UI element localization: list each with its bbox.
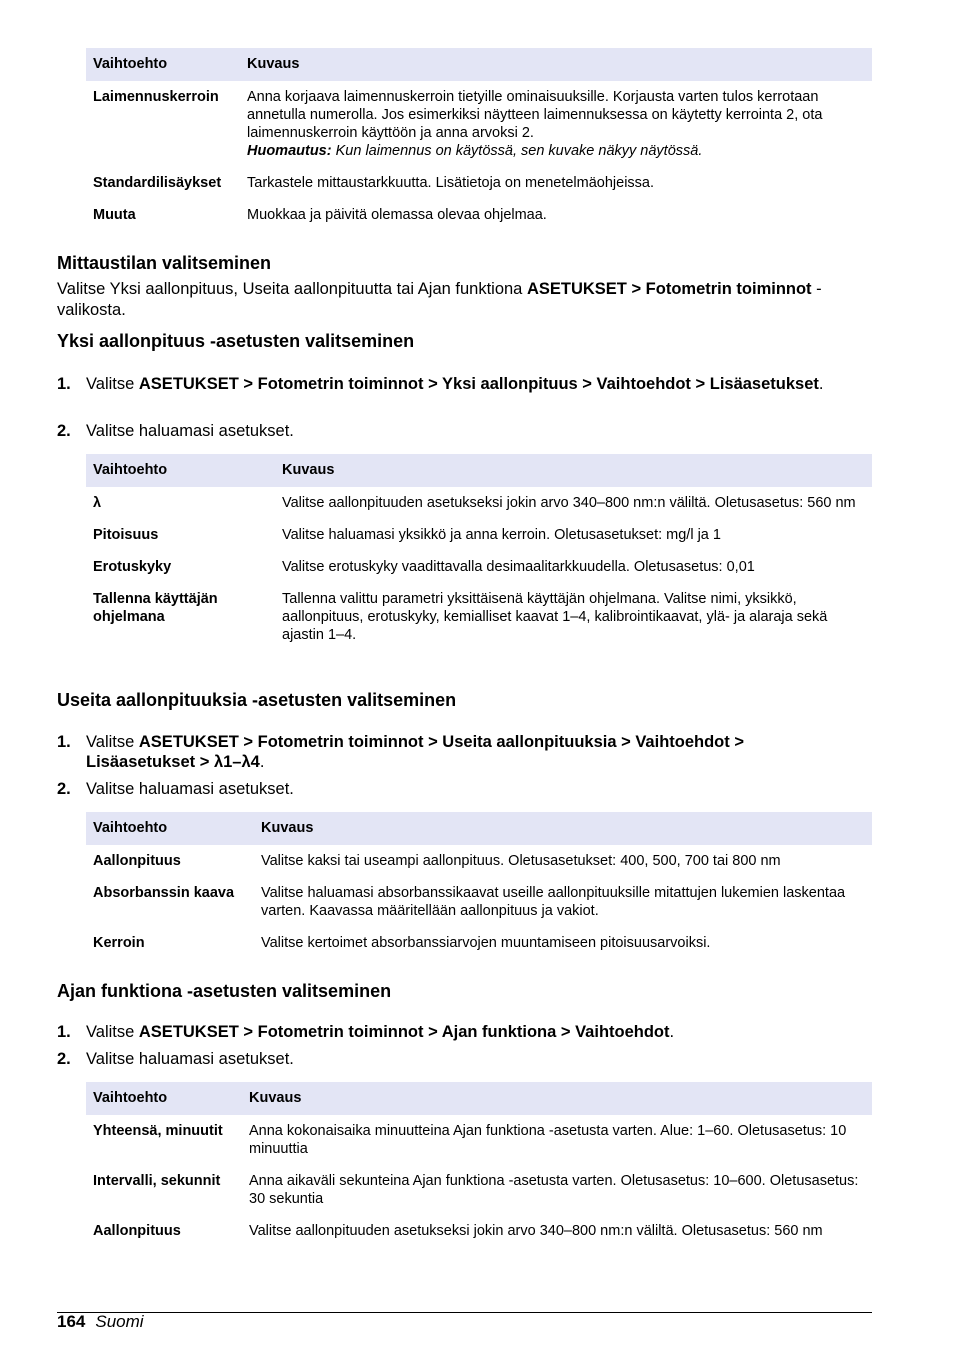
table-row	[86, 1115, 872, 1165]
option-description: Tarkastele mittaustarkkuutta. Lisätietoja on menetelmäohjeissa.	[247, 175, 655, 191]
table-header-row	[86, 1082, 872, 1115]
footer-language: Suomi	[95, 1312, 144, 1331]
table-header-row	[86, 48, 872, 81]
option-name: Pitoisuus	[93, 527, 159, 543]
option-description: Valitse haluamasi absorbanssikaavat useille aallonpituuksille mitattujen lukemien laskentaa varten. Kaavassa määritellään aallonpituus ja vakiot.	[261, 885, 846, 919]
step-number: 1.	[57, 1023, 71, 1041]
option-name: Tallenna käyttäjän ohjelmana	[93, 591, 218, 625]
step-number: 1.	[57, 375, 71, 393]
step-item	[57, 779, 847, 799]
option-description: Valitse haluamasi yksikkö ja anna kerroin. Oletusasetukset: mg/l ja 1	[282, 527, 721, 543]
option-description: Valitse kaksi tai useampi aallonpituus. Oletusasetukset: 400, 500, 700 tai 800 nm	[261, 853, 781, 869]
option-name: Yhteensä, minuutit	[93, 1123, 223, 1139]
option-description: Anna aikaväli sekunteina Ajan funktiona -asetusta varten. Oletusasetus: 10–600. Oletusasetus: 30 sekuntia	[249, 1173, 859, 1207]
step-text	[86, 374, 847, 394]
column-header-description: Kuvaus	[242, 1082, 872, 1115]
step-lead: Valitse	[86, 1023, 139, 1041]
intro-text: Valitse Yksi aallonpituus, Useita aallonpituutta tai Ajan funktiona	[57, 280, 527, 298]
step-text	[86, 732, 847, 772]
options-table-multi-wavelength	[86, 812, 872, 959]
step-number: 2.	[57, 422, 71, 440]
step-end: .	[818, 375, 824, 393]
column-header-option: Vaihtoehto	[86, 454, 275, 487]
step-end: .	[259, 753, 265, 771]
step-text	[86, 1022, 847, 1042]
section-heading-time-function: Ajan funktiona -asetusten valitseminen	[57, 981, 392, 1001]
column-header-option: Vaihtoehto	[86, 1082, 242, 1115]
option-name: Intervalli, sekunnit	[93, 1173, 221, 1189]
option-name: Absorbanssin kaava	[93, 885, 235, 901]
table-row	[86, 1215, 872, 1247]
step-text: Valitse haluamasi asetukset.	[86, 1050, 294, 1068]
page-number: 164	[57, 1312, 86, 1331]
footer-divider	[57, 1312, 872, 1313]
menu-path: ASETUKSET > Fotometrin toiminnot	[526, 280, 812, 298]
option-name: Erotuskyky	[93, 559, 172, 575]
table-row	[86, 877, 872, 927]
option-description: Tallenna valittu parametri yksittäisenä käyttäjän ohjelmana. Valitse nimi, yksikkö, aallonpituus, erotuskyky, kemialliset kaavat 1–4, kalibrointikaavat, ylä- ja alaraja sekä ajastin 1–4.	[282, 591, 828, 643]
step-item	[57, 732, 847, 772]
option-name: Standardilisäykset	[93, 175, 222, 191]
table-header-row	[86, 812, 872, 845]
step-number: 2.	[57, 780, 71, 798]
step-end: .	[669, 1023, 675, 1041]
menu-path: ASETUKSET > Fotometrin toiminnot > Useita aallonpituuksia > Vaihtoehdot > Lisäasetukset > λ1–λ4	[86, 733, 744, 771]
table-row	[86, 487, 872, 519]
option-name: Aallonpituus	[93, 1223, 181, 1239]
step-lead: Valitse	[86, 375, 139, 393]
step-item	[57, 1022, 847, 1042]
step-item	[57, 1049, 847, 1069]
table-row	[86, 845, 872, 877]
step-item	[57, 374, 847, 394]
table-header-row	[86, 454, 872, 487]
options-table-general	[86, 48, 872, 231]
section-intro-paragraph	[57, 279, 847, 321]
step-item	[57, 421, 847, 441]
option-name: Laimennuskerroin	[93, 89, 219, 105]
note-label: Huomautus:	[247, 143, 332, 159]
description-text: Anna korjaava laimennuskerroin tietyille ominaisuuksille. Korjausta varten tulos kerrotaan annetulla numerolla. Jos esimerkiksi näytteen laimennuksessa on käytetty kerrointa 2, ota laimennuskerroin käyttöön ja anna arvoksi 2.	[247, 89, 823, 141]
option-description: Valitse aallonpituuden asetukseksi jokin arvo 340–800 nm:n väliltä. Oletusasetus: 560 nm	[249, 1223, 823, 1239]
note-text: Kun laimennus on käytössä, sen kuvake näkyy näytössä.	[331, 143, 703, 159]
option-description	[240, 81, 872, 167]
menu-path: ASETUKSET > Fotometrin toiminnot > Yksi aallonpituus > Vaihtoehdot > Lisäasetukset	[138, 375, 819, 393]
column-header-description: Kuvaus	[240, 48, 872, 81]
option-description: Muokkaa ja päivitä olemassa olevaa ohjelmaa.	[247, 207, 547, 223]
table-row	[86, 551, 872, 583]
table-row	[86, 167, 872, 199]
table-row	[86, 1165, 872, 1215]
column-header-option: Vaihtoehto	[86, 812, 254, 845]
column-header-description: Kuvaus	[254, 812, 872, 845]
table-row	[86, 199, 872, 231]
section-heading-multi-wavelength: Useita aallonpituuksia -asetusten valitseminen	[57, 690, 457, 710]
options-table-time-function	[86, 1082, 872, 1247]
menu-path: ASETUKSET > Fotometrin toiminnot > Ajan funktiona > Vaihtoehdot	[138, 1023, 670, 1041]
option-name: Muuta	[93, 207, 136, 223]
table-row	[86, 927, 872, 959]
section-heading-measurement-mode: Mittaustilan valitseminen	[57, 253, 272, 273]
table-row	[86, 519, 872, 551]
table-row	[86, 81, 872, 167]
intro-text-end: -valikosta.	[57, 280, 822, 319]
step-text: Valitse haluamasi asetukset.	[86, 422, 294, 440]
option-name: Aallonpituus	[93, 853, 181, 869]
page-footer	[57, 1312, 144, 1332]
options-table-single-wavelength	[86, 454, 872, 651]
column-header-option: Vaihtoehto	[86, 48, 240, 81]
step-number: 2.	[57, 1050, 71, 1068]
section-heading-single-wavelength: Yksi aallonpituus -asetusten valitseminen	[57, 331, 415, 351]
table-row	[86, 583, 872, 651]
option-name: Kerroin	[93, 935, 145, 951]
step-text: Valitse haluamasi asetukset.	[86, 780, 294, 798]
step-number: 1.	[57, 733, 71, 751]
column-header-description: Kuvaus	[275, 454, 872, 487]
option-description: Valitse aallonpituuden asetukseksi jokin arvo 340–800 nm:n väliltä. Oletusasetus: 560 nm	[282, 495, 856, 511]
option-description: Anna kokonaisaika minuutteina Ajan funktiona -asetusta varten. Alue: 1–60. Oletusasetus: 10 minuuttia	[249, 1123, 847, 1157]
option-description: Valitse kertoimet absorbanssiarvojen muuntamiseen pitoisuusarvoiksi.	[261, 935, 711, 951]
option-name: λ	[93, 495, 102, 511]
option-description: Valitse erotuskyky vaadittavalla desimaalitarkkuudella. Oletusasetus: 0,01	[282, 559, 755, 575]
step-lead: Valitse	[86, 733, 139, 751]
